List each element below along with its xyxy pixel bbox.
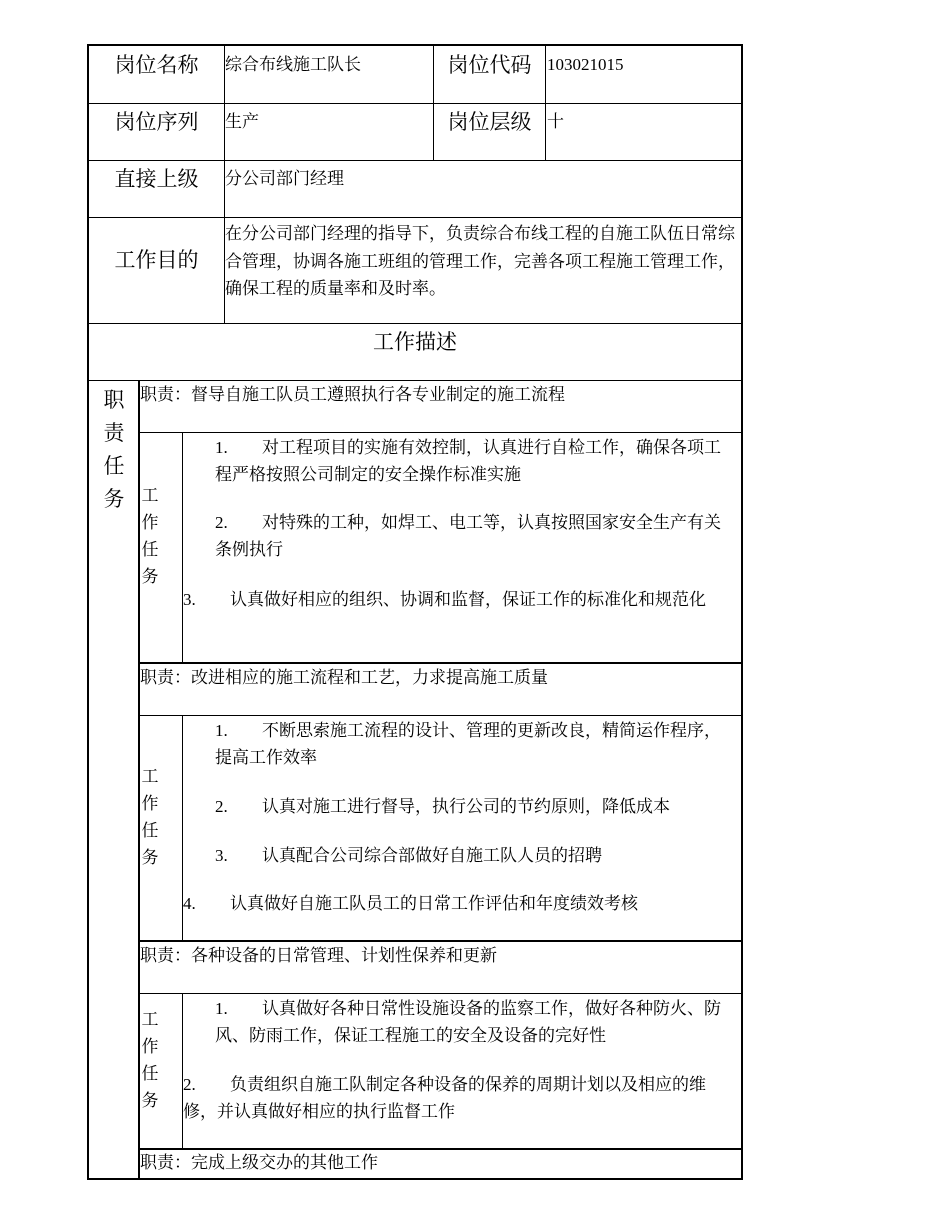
border-right bbox=[741, 44, 743, 1180]
task-1-1 bbox=[215, 434, 735, 488]
task-2-4 bbox=[183, 890, 735, 917]
task-number: 2. bbox=[215, 797, 228, 816]
border-top bbox=[87, 44, 743, 46]
task-text: 认真做好各种日常性设施设备的监察工作，做好各种防火、防风、防雨工作，保证工程施工的安全及设备的完好性 bbox=[215, 999, 721, 1045]
level-value: 十 bbox=[547, 112, 564, 131]
task-2-1 bbox=[215, 717, 735, 771]
task-text: 认真做好相应的组织、协调和监督，保证工作的标准化和规范化 bbox=[230, 590, 706, 609]
task-1-2 bbox=[215, 509, 735, 563]
duty-2-text: 职责：改进相应的施工流程和工艺，力求提高施工质量 bbox=[140, 668, 548, 687]
border-bottom bbox=[87, 1178, 743, 1180]
task-number: 3. bbox=[183, 590, 196, 609]
border-left bbox=[87, 44, 89, 1180]
section-title: 工作描述 bbox=[373, 330, 457, 354]
duty-3-text: 职责：各种设备的日常管理、计划性保养和更新 bbox=[140, 946, 497, 965]
job-description-table bbox=[87, 44, 743, 1180]
duty-divider bbox=[139, 662, 743, 664]
task-number: 2. bbox=[215, 513, 228, 532]
task-2-2 bbox=[215, 793, 735, 820]
position-name-label: 岗位名称 bbox=[114, 53, 199, 77]
task-text: 不断思索施工流程的设计、管理的更新改良，精简运作程序，提高工作效率 bbox=[215, 721, 721, 767]
task-label-1: 工作任务 bbox=[141, 486, 159, 586]
duty-1-text: 职责：督导自施工队员工遵照执行各专业制定的施工流程 bbox=[140, 385, 565, 404]
sequence-label: 岗位序列 bbox=[114, 110, 199, 134]
duty-4-text: 职责：完成上级交办的其他工作 bbox=[140, 1153, 378, 1172]
task-2-3 bbox=[215, 842, 735, 869]
row-divider bbox=[87, 103, 743, 104]
task-number: 2. bbox=[183, 1075, 196, 1094]
task-text: 对特殊的工种，如焊工、电工等，认真按照国家安全生产有关条例执行 bbox=[215, 513, 721, 559]
task-label-2: 工作任务 bbox=[141, 767, 159, 867]
task-1-3 bbox=[183, 586, 735, 613]
position-name-value: 综合布线施工队长 bbox=[225, 55, 361, 74]
task-number: 4. bbox=[183, 894, 196, 913]
row-divider bbox=[87, 380, 743, 381]
task-col-divider bbox=[182, 432, 183, 662]
task-number: 3. bbox=[215, 846, 228, 865]
task-number: 1. bbox=[215, 438, 228, 457]
level-label: 岗位层级 bbox=[447, 110, 532, 134]
task-label-3: 工作任务 bbox=[141, 1010, 159, 1110]
duties-label: 职责任务 bbox=[103, 388, 125, 511]
task-text: 认真配合公司综合部做好自施工队人员的招聘 bbox=[262, 846, 602, 865]
row-divider bbox=[87, 160, 743, 161]
position-code-label: 岗位代码 bbox=[447, 53, 532, 77]
task-number: 1. bbox=[215, 999, 228, 1018]
purpose-label: 工作目的 bbox=[114, 248, 199, 272]
task-text: 负责组织自施工队制定各种设备的保养的周期计划以及相应的维修，并认真做好相应的执行监督工作 bbox=[183, 1075, 706, 1121]
row-divider bbox=[87, 323, 743, 324]
purpose-value: 在分公司部门经理的指导下，负责综合布线工程的自施工队伍日常综合管理，协调各施工班组的管理工作，完善各项工程施工管理工作，确保工程的质量率和及时率。 bbox=[225, 224, 735, 298]
task-text: 对工程项目的实施有效控制，认真进行自检工作，确保各项工程严格按照公司制定的安全操作标准实施 bbox=[215, 438, 721, 484]
task-text: 认真做好自施工队员工的日常工作评估和年度绩效考核 bbox=[230, 894, 638, 913]
superior-value: 分公司部门经理 bbox=[225, 169, 344, 188]
row-divider bbox=[87, 217, 743, 218]
position-code-value: 103021015 bbox=[547, 55, 624, 74]
duty-divider bbox=[139, 715, 743, 716]
superior-label: 直接上级 bbox=[114, 167, 199, 191]
duty-divider bbox=[139, 432, 743, 433]
col-divider bbox=[545, 44, 546, 160]
task-3-2 bbox=[183, 1071, 739, 1125]
duty-divider bbox=[139, 940, 743, 942]
task-number: 1. bbox=[215, 721, 228, 740]
duty-divider bbox=[139, 993, 743, 994]
sequence-value: 生产 bbox=[225, 112, 259, 131]
task-3-1 bbox=[215, 995, 735, 1049]
task-text: 认真对施工进行督导，执行公司的节约原则，降低成本 bbox=[262, 797, 670, 816]
